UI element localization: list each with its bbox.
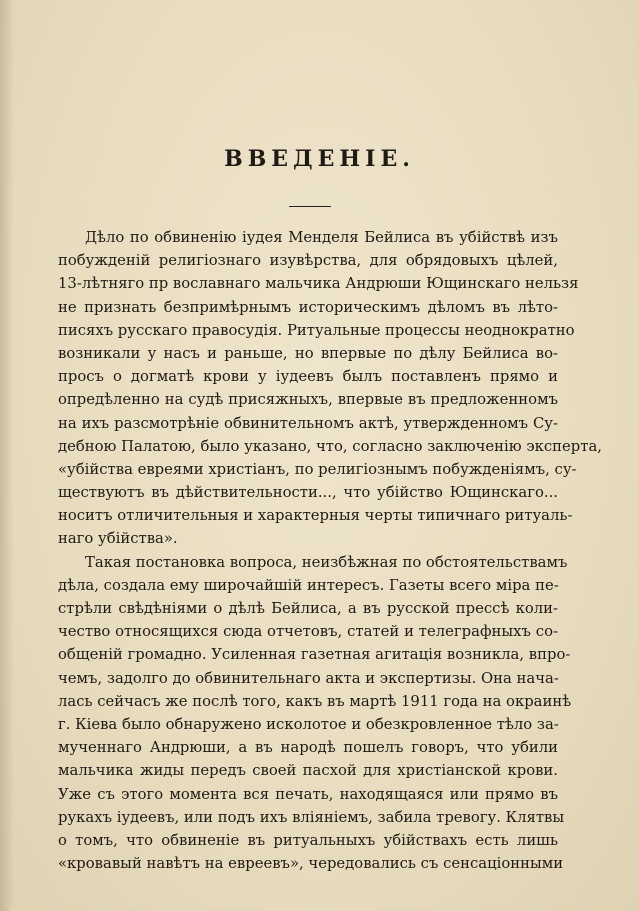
text-line: о томъ, что обвиненіе въ ритуальныхъ убійствахъ есть лишь — [58, 831, 558, 849]
text-line: наго убійства». — [58, 530, 178, 548]
body-text — [58, 226, 602, 875]
heading-divider — [289, 206, 331, 207]
text-line: просъ о догматѣ крови у іудеевъ былъ поставленъ прямо и — [58, 368, 558, 386]
text-line: ществуютъ въ дѣйствительности..., что убійство Ющинскаго... — [58, 484, 558, 502]
text-line: «убійства евреями христіанъ, по религіознымъ побужденіямъ, су- — [58, 460, 577, 478]
text-line: побужденій религіознаго изувѣрства, для обрядовыхъ цѣлей, — [58, 252, 558, 270]
text-line: мальчика жиды передъ своей пасхой для христіанской крови. — [58, 762, 558, 780]
chapter-heading: ВВЕДЕНІЕ. — [224, 146, 415, 172]
text-line: Дѣло по обвиненію іудея Менделя Бейлиса въ убійствѣ изъ — [85, 229, 558, 246]
text-line: 13-лѣтняго пр вославнаго мальчика Андрюши Ющинскаго нельзя — [58, 275, 579, 293]
text-line: Такая постановка вопроса, неизбѣжная по обстоятельствамъ — [85, 553, 568, 571]
text-line: мученнаго Андрюши, а въ народѣ пошелъ говоръ, что убили — [58, 739, 558, 757]
text-line: лась сейчасъ же послѣ того, какъ въ мартѣ 1911 года на окраинѣ — [58, 692, 572, 710]
text-line: стрѣли свѣдѣніями о дѣлѣ Бейлиса, а въ русской прессѣ коли- — [58, 600, 558, 617]
text-line: рукахъ іудеевъ, или подъ ихъ вліяніемъ, забила тревогу. Клятвы — [58, 808, 565, 826]
text-line: «кровавый навѣтъ на евреевъ», чередовались съ сенсаціонными — [58, 855, 564, 873]
text-line: писяхъ русскаго правосудія. Ритуальные процессы неоднократно — [58, 321, 575, 339]
text-line: носитъ отличительныя и характерныя черты типичнаго ритуаль- — [58, 507, 573, 525]
text-line: г. Кіева было обнаружено исколотое и обезкровленное тѣло за- — [58, 715, 559, 733]
text-line: дебною Палатою, было указано, что, согласно заключенію эксперта, — [58, 437, 602, 455]
text-line: опредѣленно на судѣ присяжныхъ, впервые въ предложенномъ — [58, 391, 558, 409]
text-line: на ихъ разсмотрѣніе обвинительномъ актѣ, утвержденномъ Су- — [58, 414, 558, 432]
text-line: возникали у насъ и раньше, но впервые по дѣлу Бейлиса во- — [58, 344, 558, 362]
text-line: не признать безпримѣрнымъ историческимъ дѣломъ въ лѣто- — [58, 298, 558, 316]
text-line: дѣла, создала ему широчайшій интересъ. Газеты всего міра пе- — [58, 576, 559, 594]
text-line: Уже съ этого момента вся печать, находящаяся или прямо въ — [58, 785, 558, 803]
page-edge-shadow — [0, 0, 14, 911]
text-line: общеній громадно. Усиленная газетная агитація возникла, впро- — [58, 646, 571, 664]
text-line: чемъ, задолго до обвинительнаго акта и экспертизы. Она нача- — [58, 669, 559, 687]
text-line: чество относящихся сюда отчетовъ, статей и телеграфныхъ со- — [58, 623, 558, 641]
